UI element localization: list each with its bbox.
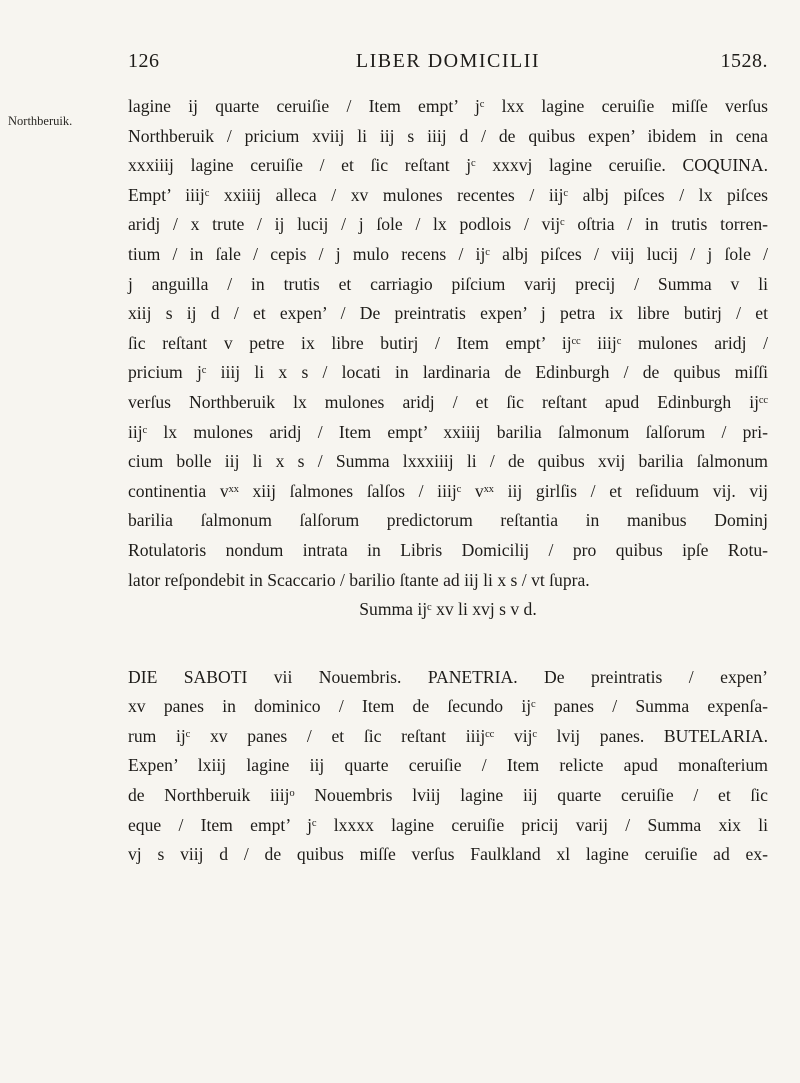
text-line: aridj / x trute / ij lucij / j ſole / lx podlois / vijᶜ oſtria / in trutis torren- (128, 214, 768, 235)
text-line: Northberuik / pricium xviij li iij s iiij d / de quibus expen’ ibidem in cena (128, 125, 768, 146)
text-line: ſic reſtant v petre ix libre butirj / Item empt’ ijᶜᶜ iiijᶜ mulones aridj / (128, 332, 768, 353)
page-year: 1528. (720, 50, 768, 72)
section-gap (128, 625, 768, 663)
page-body (128, 92, 768, 870)
text-line: rum ijᶜ xv panes / et ſic reſtant iiijᶜᶜ vijᶜ lvij panes. BUTELARIA. (128, 725, 768, 746)
text-line: pricium jᶜ iiij li x s / locati in lardinaria de Edinburgh / de quibus miſſi (128, 362, 768, 383)
running-header (128, 50, 768, 82)
page-number: 126 (128, 50, 160, 72)
text-line: xv panes in dominico / Item de ſecundo ijᶜ panes / Summa expenſa- (128, 696, 768, 717)
text-line: eque / Item empt’ jᶜ lxxxx lagine ceruiſie pricij varij / Summa xix li (128, 814, 768, 835)
page-title: LIBER DOMICILII (355, 50, 541, 72)
text-line: xiij s ij d / et expen’ / De preintratis expen’ j petra ix libre butirj / et (128, 303, 768, 324)
text-line: Empt’ iiijᶜ xxiiij alleca / xv mulones recentes / iijᶜ albj piſces / lx piſces (128, 184, 768, 205)
text-line: lator reſpondebit in Scaccario / barilio ſtante ad iij li x s / vt ſupra. (128, 569, 590, 590)
text-line: verſus Northberuik lx mulones aridj / et ſic reſtant apud Edinburgh ijᶜᶜ (128, 391, 768, 412)
summa-line: Summa ijᶜ xv li xvj s v d. (359, 599, 537, 620)
section-2-text (128, 663, 768, 870)
section-1-text (128, 92, 768, 625)
text-line: iijᶜ lx mulones aridj / Item empt’ xxiiij barilia ſalmonum ſalſorum / pri- (128, 421, 768, 442)
margin-note: Northberuik. (8, 114, 73, 128)
text-line: tium / in ſale / cepis / j mulo recens / ijᶜ albj piſces / viij lucij / j ſole / (128, 243, 768, 264)
text-line: barilia ſalmonum ſalſorum predictorum reſtantia in manibus Dominj (128, 510, 768, 531)
text-line: DIE SABOTI vii Nouembris. PANETRIA. De preintratis / expen’ (128, 666, 768, 687)
text-line: j anguilla / in trutis et carriagio piſcium varij precij / Summa v li (128, 273, 768, 294)
text-line: continentia vˣˣ xiij ſalmones ſalſos / iiijᶜ vˣˣ iij girlſis / et reſiduum vij. vij (128, 480, 768, 501)
text-line: de Northberuik iiijᵒ Nouembris lviij lagine iij quarte ceruiſie / et ſic (128, 785, 768, 806)
text-line: xxxiiij lagine ceruiſie / et ſic reſtant jᶜ xxxvj lagine ceruiſie. COQUINA. (128, 155, 768, 176)
text-line: Rotulatoris nondum intrata in Libris Domicilij / pro quibus ipſe Rotu- (128, 539, 768, 560)
text-line: vj s viij d / de quibus miſſe verſus Faulkland xl lagine ceruiſie ad ex- (128, 844, 768, 865)
text-line: lagine ij quarte ceruiſie / Item empt’ jᶜ lxx lagine ceruiſie miſſe verſus (128, 96, 768, 116)
text-line: Expen’ lxiij lagine iij quarte ceruiſie / Item relicte apud monaſterium (128, 755, 768, 776)
text-line: cium bolle iij li x s / Summa lxxxiiij li / de quibus xvij barilia ſalmonum (128, 451, 768, 472)
